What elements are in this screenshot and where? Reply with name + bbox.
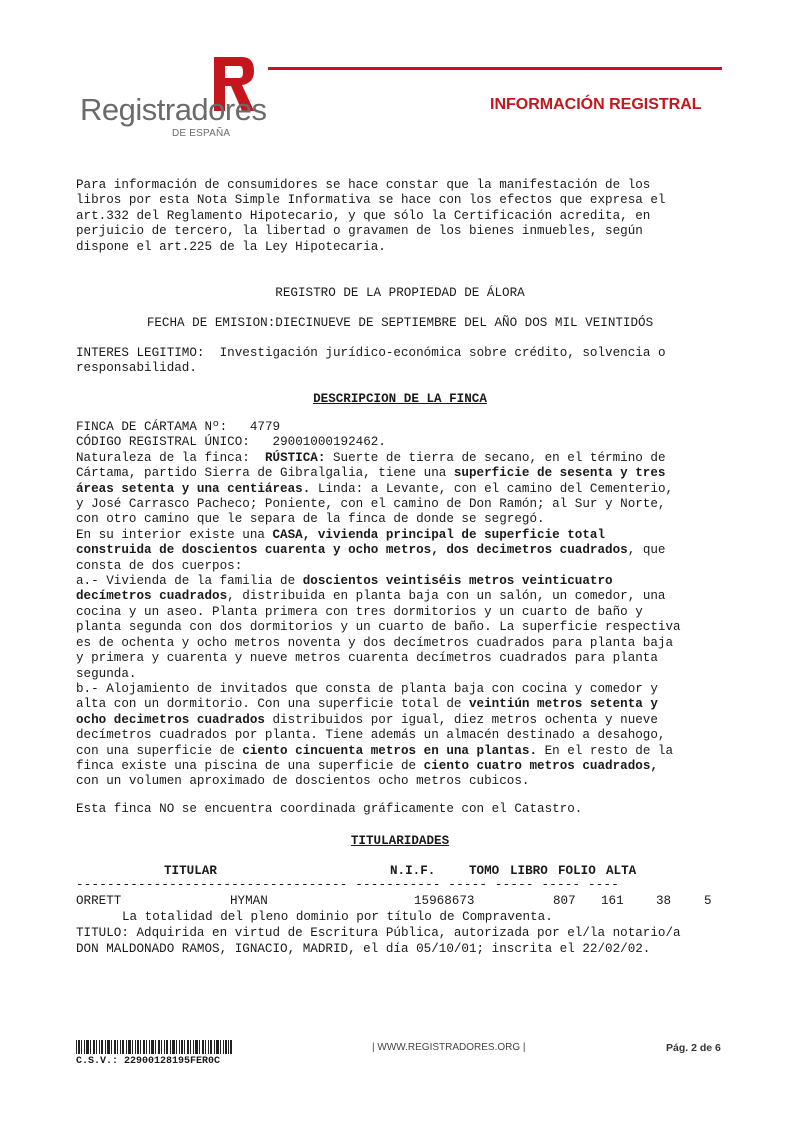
desc-text: En su interior existe una — [76, 527, 273, 542]
row-name: HYMAN — [230, 894, 268, 908]
section-heading-titularidades: TITULARIDADES — [350, 834, 450, 848]
finca-value: 4779 — [249, 420, 281, 434]
row-libro: 161 — [601, 894, 624, 908]
page-title: INFORMACIÓN REGISTRAL — [490, 96, 702, 113]
website-link[interactable]: | WWW.REGISTRADORES.ORG | — [372, 1042, 526, 1053]
desc-text: , distribuida en planta baja con un salón, un comedor, una — [227, 589, 666, 604]
issue-date: FECHA DE EMISION:DIECINUEVE DE SEPTIEMBRE DEL AÑO DOS MIL VEINTIDÓS — [146, 316, 654, 330]
desc-bold: superficie de sesenta y tres — [453, 466, 666, 481]
row-folio: 38 — [656, 894, 672, 908]
finca-label: FINCA DE CÁRTAMA Nº: — [76, 420, 228, 434]
desc-bold: ciento cincuenta metros en una plantas. — [242, 743, 538, 758]
codigo-label: CÓDIGO REGISTRAL ÚNICO: — [76, 435, 250, 450]
registry-name: REGISTRO DE LA PROPIEDAD DE ÁLORA — [275, 286, 525, 300]
desc-bold: decímetros cuadrados — [76, 589, 228, 604]
desc-text: planta segunda con dos dormitorios y un cuarto de baño. La superficie respectiva — [76, 620, 681, 635]
page-number: Pág. 2 de 6 — [666, 1042, 721, 1054]
desc-text: con una superficie de — [76, 743, 243, 758]
row-tomo: 807 — [553, 894, 576, 908]
desc-text: con otro camino que le separa de la finca de donde se segregó. — [76, 512, 545, 527]
logo-wordmark: Registradores — [80, 92, 267, 127]
header-divider — [268, 67, 722, 70]
desc-text: Cártama, partido Sierra de Gibralgalia, tiene una — [76, 466, 454, 481]
desc-text: consta de dos cuerpos: — [76, 558, 243, 573]
desc-text: Suerte de tierra de secano, en el término de — [325, 450, 666, 465]
interes-text: Investigación jurídico-económica sobre crédito, solvencia o — [219, 346, 666, 360]
desc-bold: áreas setenta y una centiáreas. — [76, 481, 311, 496]
desc-text: y primera y cuarenta y nueve metros cuarenta decímetros cuadrados para planta — [76, 651, 658, 666]
csv-code: C.S.V.: 22900128195FER0C — [76, 1056, 221, 1067]
desc-text: , que — [627, 543, 666, 558]
table-separator: ----------------------------------- ----------- ----- ----- ----- ---- — [76, 878, 620, 892]
pleno-dominio: La totalidad del pleno dominio por título de Compraventa. — [122, 910, 553, 924]
section-heading-descripcion: DESCRIPCION DE LA FINCA — [313, 392, 487, 406]
col-header-alta: ALTA — [606, 864, 637, 878]
naturaleza-type: RÚSTICA: — [264, 450, 326, 465]
barcode-icon — [76, 1040, 232, 1054]
row-surname: ORRETT — [76, 894, 122, 908]
desc-text: alta con un dormitorio. Con una superficie total de — [76, 697, 469, 712]
col-header-tomo: TOMO — [469, 864, 500, 878]
consumer-notice — [76, 178, 724, 255]
desc-text: segunda. — [76, 666, 137, 681]
catastro-note: Esta finca NO se encuentra coordinada gráficamente con el Catastro. — [76, 802, 583, 816]
desc-bold: ocho decimetros cuadrados — [76, 712, 265, 727]
titulo-line: TITULO: Adquirida en virtud de Escritura Pública, autorizada por el/la notario/a — [76, 926, 681, 940]
desc-bold: CASA, vivienda principal de superficie total — [272, 527, 606, 542]
desc-text: finca existe una piscina de una superficie de — [76, 758, 424, 773]
naturaleza-label: Naturaleza de la finca: — [76, 450, 250, 465]
col-header-libro: LIBRO — [510, 864, 548, 878]
interes-text-cont: responsabilidad. — [76, 361, 197, 376]
desc-text: y José Carrasco Pacheco; Poniente, con el camino de Don Ramón; al Sur y Norte, — [76, 497, 666, 512]
row-alta: 5 — [704, 894, 712, 908]
col-header-folio: FOLIO — [558, 864, 596, 878]
desc-bold: ciento cuatro metros cuadrados, — [423, 758, 658, 773]
desc-bold: veintiún metros setenta y — [469, 697, 658, 712]
desc-text: cocina y un aseo. Planta primera con tres dormitorios y un cuarto de baño y — [76, 604, 643, 619]
col-header-nif: N.I.F. — [390, 864, 436, 878]
desc-text: decímetros cuadrados por planta. Tiene además un almacén destinado a desahogo, — [76, 728, 666, 743]
desc-text: a.- Vivienda de la familia de — [76, 574, 303, 589]
row-nif: 15968673 — [414, 894, 475, 908]
desc-text: b.- Alojamiento de invitados que consta de planta baja con cocina y comedor y — [76, 681, 658, 696]
desc-text: es de ochenta y ocho metros noventa y dos decímetros cuadrados para planta baja — [76, 635, 674, 650]
finca-description — [76, 420, 724, 790]
logo-subtitle: DE ESPAÑA — [172, 128, 231, 139]
notice-line: dispone el art.225 de la Ley Hipotecaria. — [76, 239, 386, 254]
col-header-titular: TITULAR — [164, 864, 217, 878]
desc-text: En el resto de la — [537, 743, 674, 758]
notice-line: libros por esta Nota Simple Informativa se hace con los efectos que expresa el — [76, 193, 666, 208]
titulo-line: DON MALDONADO RAMOS, IGNACIO, MADRID, el día 05/10/01; inscrita el 22/02/02. — [76, 942, 651, 956]
interes-label: INTERES LEGITIMO: — [76, 346, 205, 360]
notice-line: art.332 del Reglamento Hipotecario, y que sólo la Certificación acredita, en — [76, 208, 651, 223]
codigo-value: 29001000192462. — [272, 435, 386, 450]
notice-line: Para información de consumidores se hace constar que la manifestación de los — [76, 178, 651, 192]
desc-text: con un volumen aproximado de doscientos ocho metros cubicos. — [76, 774, 530, 789]
desc-text: Linda: a Levante, con el camino del Cementerio, — [310, 481, 674, 496]
desc-text: distribuidos por igual, diez metros ochenta y nueve — [264, 712, 658, 727]
desc-bold: doscientos veintiséis metros veinticuatro — [302, 574, 613, 589]
interes-legitimo — [76, 346, 724, 377]
notice-line: perjuicio de tercero, la libertad o gravamen de los bienes inmuebles, según — [76, 224, 643, 239]
desc-bold: construida de doscientos cuarenta y ocho metros, dos decimetros cuadrados — [76, 543, 628, 558]
